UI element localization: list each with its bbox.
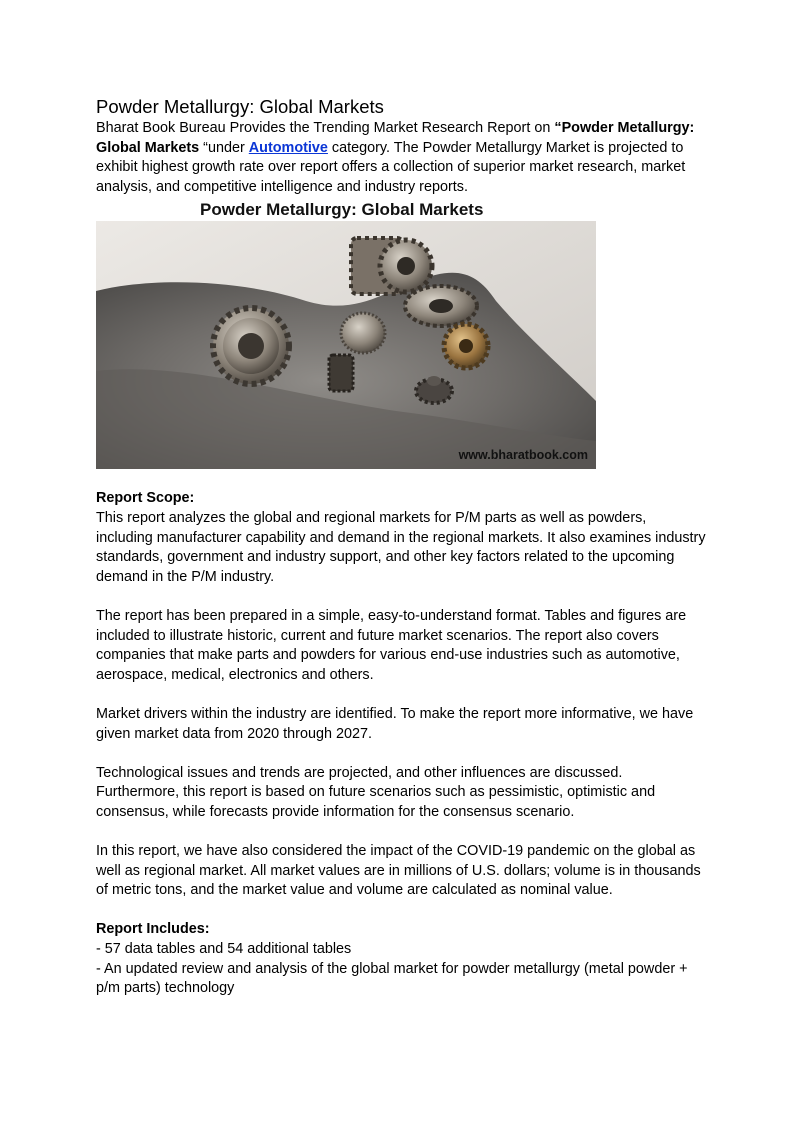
intro-paragraph	[96, 119, 706, 197]
report-figure	[96, 199, 706, 469]
report-includes-section	[96, 920, 706, 998]
intro-text-1: Bharat Book Bureau Provides the Trending Market Research Report on	[96, 120, 555, 136]
report-scope-section	[96, 489, 706, 900]
report-includes-heading: Report Includes:	[96, 921, 210, 938]
automotive-category-link[interactable]: Automotive	[248, 139, 328, 156]
intro-text-3: category. The Powder Metallurgy Market is projected to exhibit highest growth rate over report offers a collection of superior market research, market analysis, and competitive intelligence and industry reports.	[96, 139, 686, 195]
scope-paragraph-2: The report has been prepared in a simple, easy-to-understand format. Tables and figures are included to illustrate historic, current and future market scenarios. The report also covers companies that make parts and powders for various end-use industries such as automotive, aerospace, medical, electronics and others.	[96, 607, 687, 683]
gears-illustration	[96, 221, 596, 469]
includes-item-1: - 57 data tables and 54 additional tables	[96, 941, 352, 958]
intro-text-2: “under	[199, 139, 249, 156]
scope-paragraph-5: In this report, we have also considered the impact of the COVID-19 pandemic on the global as well as regional market. All market values are in millions of U.S. dollars; volume is in thousands of metric tons, and the market value and volume are calculated as nominal value.	[96, 843, 701, 899]
intro-quote-open: “	[554, 120, 562, 136]
scope-paragraph-4: Technological issues and trends are projected, and other influences are discussed. Furthermore, this report is based on future scenarios such as pessimistic, optimistic and consensus, while forecasts provide information for the consensus scenario.	[96, 764, 656, 820]
figure-title: Powder Metallurgy: Global Markets	[200, 200, 484, 220]
page-title: Powder Metallurgy: Global Markets	[96, 96, 384, 117]
document-page	[96, 96, 706, 999]
report-scope-heading: Report Scope:	[96, 490, 195, 507]
scope-paragraph-3: Market drivers within the industry are identified. To make the report more informative, we have given market data from 2020 through 2027.	[96, 705, 694, 742]
scope-paragraph-1: This report analyzes the global and regional markets for P/M parts as well as powders, including manufacturer capability and demand in the regional markets. It also examines industry standards, government and industry support, and other key factors related to the upcoming demand in the P/M industry.	[96, 509, 706, 585]
includes-item-2: - An updated review and analysis of the global market for powder metallurgy (metal powder + p/m parts) technology	[96, 960, 688, 997]
intro-report-title: Powder Metallurgy: Global Markets	[96, 120, 695, 156]
image-watermark: www.bharatbook.com	[458, 448, 588, 463]
gears-on-powder-image	[96, 221, 596, 469]
